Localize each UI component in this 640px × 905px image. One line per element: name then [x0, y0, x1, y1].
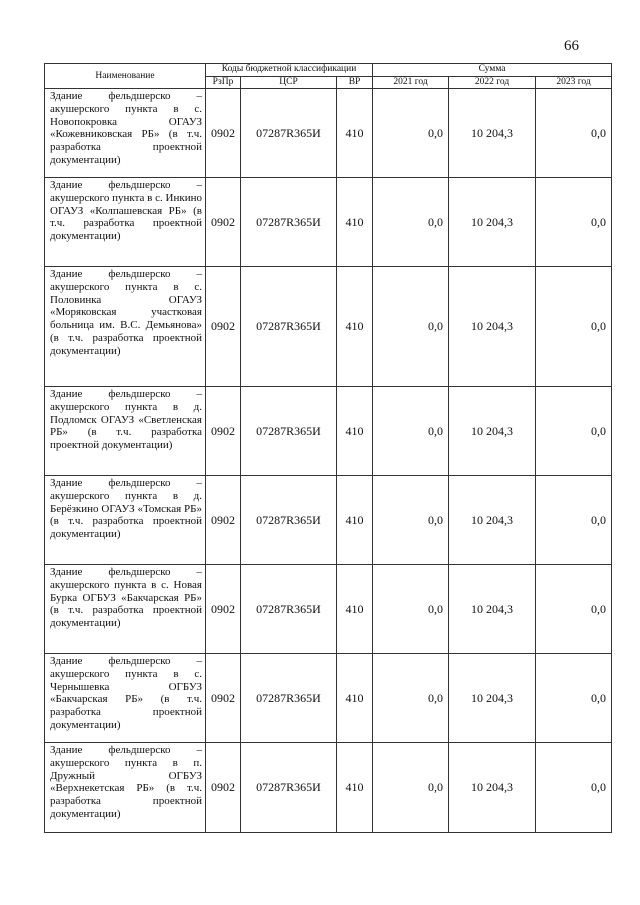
row-rzpr: 0902 — [206, 267, 241, 387]
row-rzpr: 0902 — [206, 743, 241, 833]
header-rzpr: РзПр — [206, 76, 241, 89]
row-name: Здание фельдшерско – акушерского пункта в с. Новопокровка ОГАУЗ «Кожевниковская РБ» (в т.ч. разработка проектной документации) — [45, 89, 206, 178]
table-row — [45, 476, 612, 565]
row-2021: 0,0 — [373, 267, 449, 387]
table-row — [45, 743, 612, 833]
row-2021: 0,0 — [373, 654, 449, 743]
row-csr: 07287R365И — [241, 267, 337, 387]
header-2022: 2022 год — [449, 76, 536, 89]
row-name: Здание фельдшерско – акушерского пункта в с. Новая Бурка ОГБУЗ «Бакчарская РБ» (в т.ч. разработка проектной документации) — [45, 565, 206, 654]
row-name: Здание фельдшерско – акушерского пункта в с. Половинка ОГАУЗ «Моряковская участковая больница им. В.С. Демьянова» (в т.ч. разработка проектной документации) — [45, 267, 206, 387]
budget-table — [44, 63, 612, 833]
row-csr: 07287R365И — [241, 565, 337, 654]
row-csr: 07287R365И — [241, 654, 337, 743]
table-row — [45, 267, 612, 387]
row-2022: 10 204,3 — [449, 654, 536, 743]
row-2022: 10 204,3 — [449, 565, 536, 654]
header-codes-group: Коды бюджетной классификации — [206, 64, 373, 77]
row-name: Здание фельдшерско – акушерского пункта в с. Чернышевка ОГБУЗ «Бакчарская РБ» (в т.ч. разработка проектной документации) — [45, 654, 206, 743]
row-2023: 0,0 — [536, 476, 612, 565]
row-csr: 07287R365И — [241, 178, 337, 267]
row-vr: 410 — [337, 267, 373, 387]
row-2021: 0,0 — [373, 743, 449, 833]
row-rzpr: 0902 — [206, 654, 241, 743]
row-vr: 410 — [337, 743, 373, 833]
row-rzpr: 0902 — [206, 565, 241, 654]
row-vr: 410 — [337, 654, 373, 743]
row-csr: 07287R365И — [241, 743, 337, 833]
header-csr: ЦСР — [241, 76, 337, 89]
row-2023: 0,0 — [536, 178, 612, 267]
row-csr: 07287R365И — [241, 387, 337, 476]
row-2023: 0,0 — [536, 387, 612, 476]
header-name: Наименование — [45, 64, 206, 89]
row-2021: 0,0 — [373, 476, 449, 565]
header-vr: ВР — [337, 76, 373, 89]
row-vr: 410 — [337, 565, 373, 654]
table-row — [45, 178, 612, 267]
row-vr: 410 — [337, 476, 373, 565]
row-2021: 0,0 — [373, 89, 449, 178]
row-name: Здание фельдшерско – акушерского пункта в с. Инкино ОГАУЗ «Колпашевская РБ» (в т.ч. разработка проектной документации) — [45, 178, 206, 267]
row-rzpr: 0902 — [206, 476, 241, 565]
header-sum-group: Сумма — [373, 64, 612, 77]
row-2022: 10 204,3 — [449, 387, 536, 476]
row-vr: 410 — [337, 89, 373, 178]
header-2023: 2023 год — [536, 76, 612, 89]
table-row — [45, 654, 612, 743]
row-2023: 0,0 — [536, 267, 612, 387]
row-csr: 07287R365И — [241, 476, 337, 565]
row-csr: 07287R365И — [241, 89, 337, 178]
row-2022: 10 204,3 — [449, 476, 536, 565]
row-name: Здание фельдшерско – акушерского пункта в д. Подломск ОГАУЗ «Светленская РБ» (в т.ч. разработка проектной документации) — [45, 387, 206, 476]
row-2023: 0,0 — [536, 565, 612, 654]
row-rzpr: 0902 — [206, 387, 241, 476]
row-name: Здание фельдшерско – акушерского пункта в п. Дружный ОГБУЗ «Верхнекетская РБ» (в т.ч. разработка проектной документации) — [45, 743, 206, 833]
table-row — [45, 565, 612, 654]
table-row — [45, 387, 612, 476]
table-row — [45, 89, 612, 178]
row-rzpr: 0902 — [206, 178, 241, 267]
row-2022: 10 204,3 — [449, 178, 536, 267]
page-number: 66 — [564, 38, 579, 54]
row-rzpr: 0902 — [206, 89, 241, 178]
row-2023: 0,0 — [536, 654, 612, 743]
row-2022: 10 204,3 — [449, 267, 536, 387]
row-2023: 0,0 — [536, 89, 612, 178]
header-2021: 2021 год — [373, 76, 449, 89]
row-2022: 10 204,3 — [449, 743, 536, 833]
row-2021: 0,0 — [373, 565, 449, 654]
row-vr: 410 — [337, 387, 373, 476]
row-vr: 410 — [337, 178, 373, 267]
row-2021: 0,0 — [373, 178, 449, 267]
row-2022: 10 204,3 — [449, 89, 536, 178]
row-2023: 0,0 — [536, 743, 612, 833]
row-2021: 0,0 — [373, 387, 449, 476]
row-name: Здание фельдшерско – акушерского пункта в д. Берёзкино ОГАУЗ «Томская РБ» (в т.ч. разработка проектной документации) — [45, 476, 206, 565]
